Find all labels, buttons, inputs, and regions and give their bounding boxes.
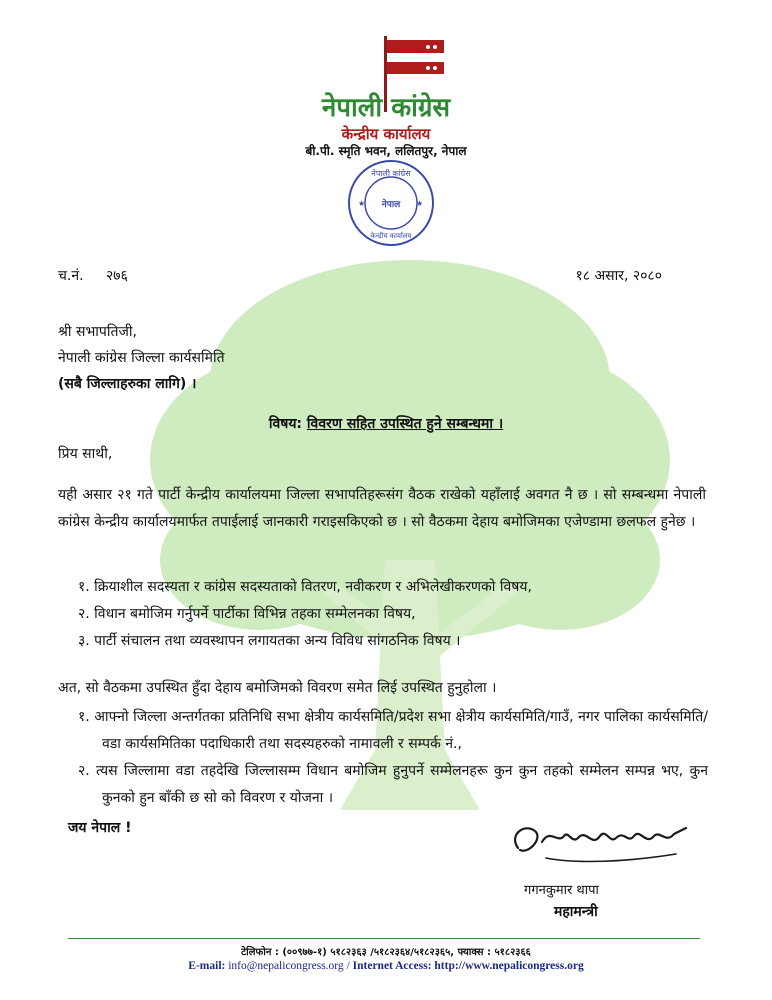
subject-text: विवरण सहित उपस्थित हुने सम्बन्धमा । [306, 416, 504, 432]
footer-contact [0, 960, 772, 972]
recipient-line-1: श्री सभापतिजी, [58, 324, 137, 340]
office-seal-icon [346, 158, 436, 248]
list-item: २. त्यस जिल्लामा वडा तहदेखि जिल्लासम्म विधान बमोजिम हुनुपर्ने सम्मेलनहरू कुन कुन तहको सम्मेलन सम्पन्न भए, कुन कुनको हुन बाँकी छ सो को विवरण र योजना । [78, 763, 708, 806]
office-address: बी.पी. स्मृति भवन, ललितपुर, नेपाल [305, 144, 467, 158]
body-paragraph-1: यही असार २१ गते पार्टी केन्द्रीय कार्यालयमा जिल्ला सभापतिहरूसंग वैठक राखेको यहाँलाई अवगत नै छ । सो सम्बन्धमा नेपाली कांग्रेस केन्द्रीय कार्यालयमार्फत तपाईलाई जानकारी गराइसकिएको छ । सो वैठकमा देहाय बमोजिमका एजेण्डामा छलफल हुनेछ । [58, 487, 706, 530]
agenda-list [78, 574, 708, 655]
list-item: २. विधान बमोजिम गर्नुपर्ने पार्टीका विभिन्न तहका सम्मेलनका विषय, [78, 606, 416, 622]
party-name: नेपाली कांग्रेस [321, 93, 451, 123]
signer-name: गगनकुमार थापा [524, 883, 599, 898]
signer-title: महामन्त्री [554, 904, 598, 920]
subject-label: विषय: [268, 416, 303, 432]
seal-text-top: नेपाली कांग्रेस [371, 169, 411, 178]
subject-line [0, 414, 772, 433]
list-item: १. क्रियाशील सदस्यता र कांग्रेस सदस्यताको वितरण, नवीकरण र अभिलेखीकरणको विषय, [78, 579, 532, 595]
signature-icon [506, 814, 696, 870]
letter-date: १८ असार, २०८० [575, 268, 662, 284]
requirements-list [78, 704, 708, 812]
office-name: केन्द्रीय कार्यालय [341, 125, 431, 143]
recipient-line-2: नेपाली कांग्रेस जिल्ला कार्यसमिति [58, 350, 225, 366]
svg-text:★: ★ [416, 199, 424, 208]
seal-text-bottom: केन्द्रीय कार्यालय [370, 232, 412, 240]
body-paragraph-2: अत, सो वैठकमा उपस्थित हुँदा देहाय बमोजिमको विवरण समेत लिई उपस्थित हुनुहोला । [58, 680, 497, 696]
list-item: १. आफ्नो जिल्ला अन्तर्गतका प्रतिनिधि सभा क्षेत्रीय कार्यसमिति/प्रदेश सभा क्षेत्रीय कार्यसमिति/गाउँ, नगर पालिका कार्यसमिति/वडा कार्यसमितिका पदाधिकारी तथा सदस्यहरुको नामावली र सम्पर्क नं., [78, 709, 708, 752]
footer-phone: टेलिफोन : (००९७७-१) ५१८२३६३ /५१८२३६४/५१८२३६५, फ्याक्स : ५१८२३६६ [241, 947, 531, 958]
salutation: प्रिय साथी, [58, 446, 113, 462]
closing-salutation: जय नेपाल ! [68, 820, 132, 836]
list-item: ३. पार्टी संचालन तथा व्यवस्थापन लगायतका अन्य विविध सांगठनिक विषय । [78, 633, 461, 649]
email-label: E-mail: [188, 960, 226, 972]
internet-label: Internet Access: [352, 960, 432, 972]
footer-divider [68, 938, 700, 939]
recipient-line-3: (सबै जिल्लाहरुका लागि) । [58, 376, 197, 392]
svg-text:★: ★ [358, 199, 366, 208]
email-link[interactable]: info@nepalicongress.org [228, 960, 344, 972]
website-link[interactable]: http://www.nepalicongress.org [434, 960, 584, 972]
footer-separator: / [346, 960, 350, 972]
seal-text-center: नेपाल [381, 200, 401, 210]
reference-number [58, 266, 128, 285]
reference-value: २७६ [106, 268, 128, 284]
reference-label: च.नं. [58, 268, 84, 284]
